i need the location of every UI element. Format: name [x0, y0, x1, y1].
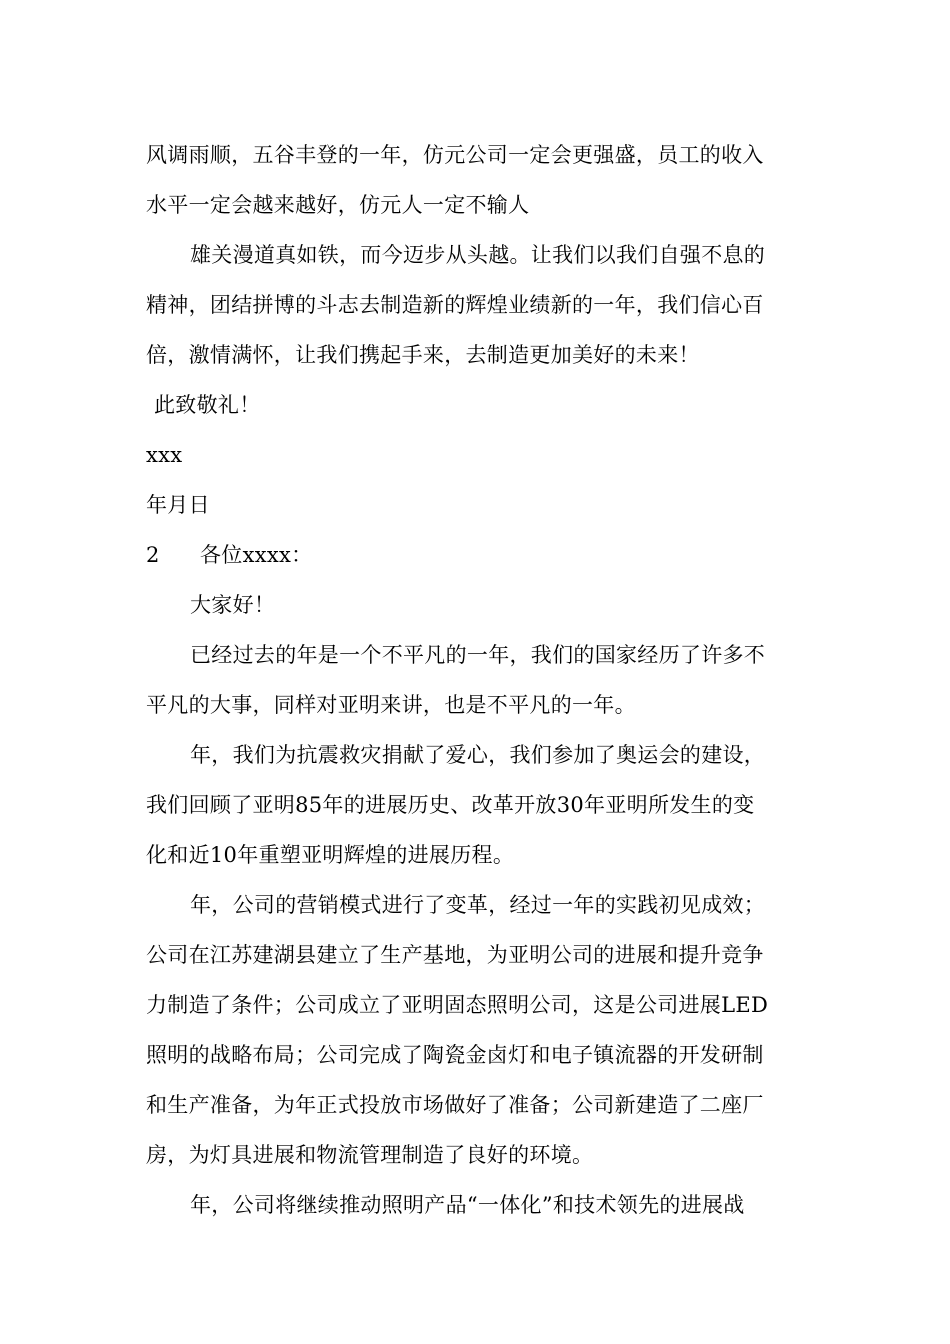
paragraph-line: 精神，团结拼博的斗志去制造新的辉煌业绩新的一年，我们信心百 — [146, 293, 764, 317]
paragraph-line: 照明的战略布局；公司完成了陶瓷金卤灯和电子镇流器的开发研制 — [146, 1043, 764, 1067]
paragraph-line: 雄关漫道真如铁，而今迈步从头越。让我们以我们自强不息的 — [190, 243, 766, 267]
paragraph-line: 倍，激情满怀，让我们携起手来，去制造更加美好的未来！ — [146, 343, 700, 367]
paragraph-line: 平凡的大事，同样对亚明来讲，也是不平凡的一年。 — [146, 693, 636, 717]
paragraph-line: 水平一定会越来越好，仿元人一定不输人 — [146, 193, 530, 217]
paragraph-line: 年，我们为抗震救灾捐献了爱心，我们参加了奥运会的建设， — [190, 743, 766, 767]
salutation: 各位xxxx： — [200, 543, 313, 567]
paragraph-line: 化和近10年重塑亚明辉煌的进展历程。 — [146, 843, 515, 867]
closing-line: 此致敬礼！ — [154, 393, 261, 417]
paragraph-line: 力制造了条件；公司成立了亚明固态照明公司，这是公司进展LED — [146, 993, 769, 1017]
signature-name: xxx — [146, 443, 183, 467]
paragraph-line: 年，公司的营销模式进行了变革，经过一年的实践初见成效； — [190, 893, 766, 917]
paragraph-line: 公司在江苏建湖县建立了生产基地，为亚明公司的进展和提升竞争 — [146, 943, 764, 967]
paragraph-line: 我们回顾了亚明85年的进展历史、改革开放30年亚明所发生的变 — [146, 793, 755, 817]
section-number: 2 — [146, 543, 160, 567]
paragraph-line: 和生产准备，为年正式投放市场做好了准备；公司新建造了二座厂 — [146, 1093, 764, 1117]
paragraph-line: 已经过去的年是一个不平凡的一年，我们的国家经历了许多不 — [190, 643, 766, 667]
paragraph-line: 年，公司将继续推动照明产品“一体化”和技术领先的进展战 — [190, 1193, 745, 1217]
signature-date: 年月日 — [146, 493, 210, 517]
greeting-line: 大家好！ — [190, 593, 276, 617]
paragraph-line: 风调雨顺，五谷丰登的一年，仿元公司一定会更强盛，员工的收入 — [146, 143, 764, 167]
paragraph-line: 房，为灯具进展和物流管理制造了良好的环境。 — [146, 1143, 594, 1167]
